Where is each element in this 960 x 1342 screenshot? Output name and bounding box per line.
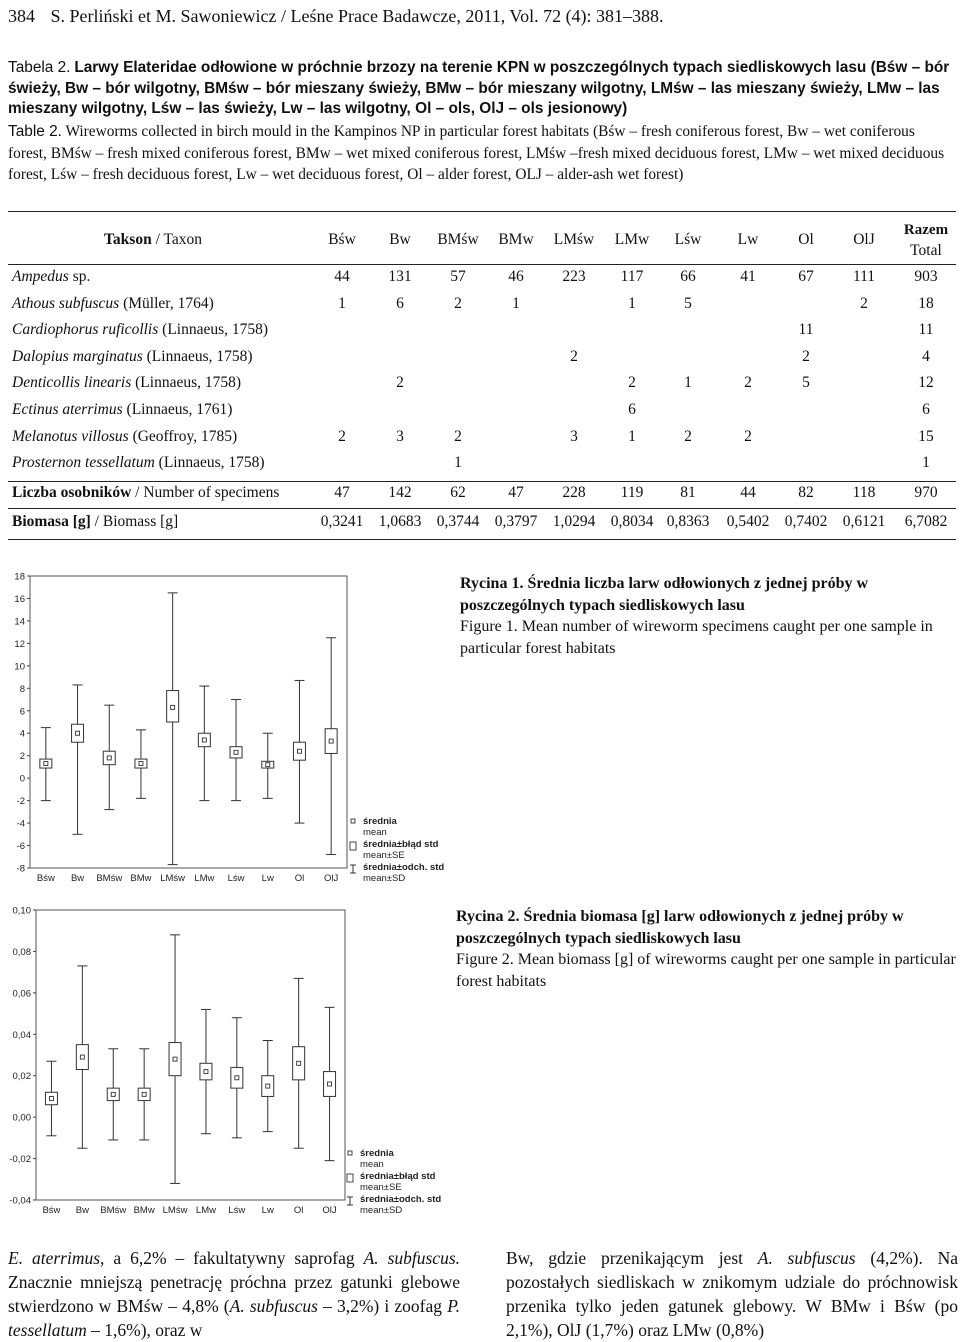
fig1-mean-marker — [234, 750, 238, 754]
fig1-legend-se-symbol — [350, 842, 356, 850]
fig1-y-tick-label: 14 — [14, 616, 25, 628]
fig1-x-tick-label: Lw — [261, 873, 274, 884]
table-caption-pl-label: Tabela 2. — [8, 59, 71, 76]
body-text-run: – 3,2%) i zoofag — [317, 1296, 448, 1316]
body-text-run: A. subfuscus. — [363, 1248, 461, 1268]
table-cell: 131 — [388, 268, 412, 285]
table-row — [8, 295, 956, 319]
fig2-mean-marker — [235, 1076, 239, 1080]
biomass-cell: 1,0294 — [552, 513, 596, 530]
fig1-mean-marker — [266, 763, 270, 767]
column-header-5: LMw — [614, 231, 650, 248]
specimens-row — [8, 484, 956, 508]
table-row — [8, 348, 956, 372]
table-caption-pl-text: Larwy Elateridae odłowione w próchnie brzozy na terenie KPN w poszczególnych typach siedliskowych lasu (Bśw – bór świeży, Bw – bór wilgotny, BMśw – bór mieszany świeży, BMw – bór mieszany wilgotny, LMśw – las mieszany świeży, LMw – las mieszany wilgotny, Lśw – las świeży, Lw – las wilgotny, Ol – ols, OlJ – ols jesionowy) — [8, 59, 950, 117]
fig1-y-tick-label: 18 — [14, 571, 25, 583]
table-cell: 1 — [628, 294, 636, 312]
fig2-legend-label-pl: średnia±odch. std — [360, 1194, 442, 1205]
fig1-mean-marker — [171, 705, 175, 709]
row-total: 6 — [922, 401, 930, 418]
biomass-total: 6,7082 — [904, 513, 948, 530]
table-row — [8, 428, 956, 452]
fig2-y-tick-label: 0,08 — [12, 946, 31, 958]
table-body-rule — [8, 481, 956, 482]
table-cell: 2 — [570, 347, 578, 365]
taxon-authority: (Müller, 1764) — [119, 294, 214, 312]
fig1-y-tick-label: -6 — [16, 841, 25, 853]
fig2-mean-marker — [266, 1084, 270, 1088]
specimens-cell: 82 — [798, 484, 814, 501]
table-cell: 5 — [802, 374, 810, 392]
specimens-cell: 228 — [562, 484, 586, 501]
biomass-cell: 0,6121 — [842, 513, 886, 530]
body-text-run: Znacznie mniejszą penetrację próchna przez gatunki glebowe stwierdzono w BMśw – 4,8% ( — [8, 1272, 460, 1316]
taxon-name — [12, 348, 253, 366]
fig1-x-tick-label: LMw — [194, 873, 215, 884]
specimens-cell: 118 — [852, 484, 876, 501]
fig2-x-tick-label: Lw — [261, 1205, 274, 1216]
table-cell: 1 — [684, 374, 692, 392]
fig1-x-tick-label: OlJ — [324, 873, 339, 884]
table-cell: 2 — [454, 294, 462, 312]
taxon-header-pl: Takson — [104, 231, 152, 248]
taxon-genus: Cardiophorus ruficollis — [12, 321, 159, 339]
fig1-y-tick-label: -8 — [16, 863, 25, 875]
table-header-rule — [8, 264, 956, 265]
fig2-y-tick-label: 0,04 — [12, 1029, 31, 1041]
table-cell: 2 — [744, 427, 752, 445]
fig1-x-tick-label: Bśw — [36, 873, 55, 884]
fig2-y-tick-label: -0,02 — [9, 1154, 31, 1166]
fig2-mean-marker — [297, 1061, 301, 1065]
table-row — [8, 321, 956, 345]
biomass-cell: 0,3744 — [436, 513, 480, 530]
table-row — [8, 374, 956, 398]
fig1-legend-mean-symbol — [351, 819, 355, 823]
body-text-run: (4,2%). Na pozostałych siedliskach w znikomym udziale do próchnowisk przenika tylko jeden gatunek glebowy. W BMw i Bśw (po 2,1%), OlJ (1,7%) oraz LMw (0,8%) — [506, 1248, 959, 1340]
total-header-en: Total — [910, 242, 942, 259]
figure-2-caption-en: Figure 2. Mean biomass [g] of wireworms caught per one sample in particular forest habitats — [456, 951, 956, 990]
fig1-legend-label-en: mean±SD — [363, 873, 406, 884]
fig2-x-tick-label: LMw — [195, 1205, 216, 1216]
fig2-mean-marker — [328, 1082, 332, 1086]
running-header — [8, 6, 664, 27]
biomass-cell: 0,5402 — [726, 513, 770, 530]
table-row — [8, 401, 956, 425]
biomass-cell: 0,8034 — [610, 513, 654, 530]
column-header-6: Lśw — [674, 231, 702, 248]
figure-2-boxplot — [0, 902, 460, 1224]
table-caption-pl — [8, 58, 954, 120]
figure-1-boxplot — [0, 566, 460, 892]
body-text-run: A. subfuscus — [757, 1248, 856, 1268]
fig1-mean-marker — [329, 739, 333, 743]
fig2-legend-label-en: mean — [360, 1159, 384, 1170]
specimens-label-pl: Liczba osobników — [12, 484, 132, 501]
specimens-cell: 119 — [620, 484, 644, 501]
fig1-mean-marker — [139, 762, 143, 766]
fig2-x-tick-label: Bśw — [42, 1205, 61, 1216]
fig1-x-tick-label: Lśw — [227, 873, 245, 884]
fig2-legend-label-pl: średnia — [360, 1148, 394, 1159]
column-header-0: Bśw — [328, 231, 356, 248]
fig2-y-tick-label: 0,00 — [12, 1112, 31, 1124]
taxon-genus: Prosternon tessellatum — [12, 454, 155, 472]
fig1-legend-label-pl: średnia±błąd std — [363, 839, 439, 850]
table-cell: 2 — [628, 374, 636, 392]
fig1-x-tick-label: BMw — [130, 873, 152, 884]
table-cell: 1 — [338, 294, 346, 312]
taxon-name — [12, 321, 268, 339]
table-cell: 2 — [684, 427, 692, 445]
table-cell: 3 — [396, 427, 404, 445]
table-cell: 1 — [628, 427, 636, 445]
taxon-genus: Dalopius marginatus — [12, 347, 143, 365]
page-number: 384 — [8, 6, 35, 26]
fig2-mean-marker — [80, 1055, 84, 1059]
table-row — [8, 268, 956, 292]
fig2-y-tick-label: 0,10 — [12, 905, 31, 917]
specimens-cell: 47 — [334, 484, 350, 501]
taxon-genus: Ampedus — [12, 268, 69, 285]
table-cell: 11 — [798, 321, 814, 339]
fig2-mean-marker — [142, 1092, 146, 1096]
table-bottom-rule — [8, 539, 956, 540]
row-total: 15 — [918, 427, 934, 445]
taxon-authority: (Geoffroy, 1785) — [128, 427, 238, 445]
biomass-row — [8, 513, 956, 537]
fig2-legend-label-pl: średnia±błąd std — [360, 1171, 436, 1182]
fig1-legend-label-en: mean±SE — [363, 850, 405, 861]
taxon-genus: Ectinus aterrimus — [12, 401, 123, 418]
taxon-name — [12, 401, 232, 419]
fig2-x-tick-label: OlJ — [322, 1205, 337, 1216]
table-cell: 41 — [740, 268, 756, 285]
row-total: 4 — [922, 347, 930, 365]
table-cell: 2 — [744, 374, 752, 392]
fig2-legend-mean-symbol — [348, 1151, 352, 1155]
row-total: 18 — [918, 294, 934, 312]
column-header-3: BMw — [498, 231, 534, 248]
fig2-legend-label-en: mean±SD — [360, 1205, 403, 1216]
fig1-mean-marker — [202, 738, 206, 742]
fig2-x-tick-label: Lśw — [228, 1205, 246, 1216]
fig1-y-tick-label: 2 — [19, 751, 25, 763]
table-cell: 46 — [508, 268, 524, 285]
table-cell: 2 — [396, 374, 404, 392]
fig1-y-tick-label: 6 — [19, 706, 25, 718]
table-caption-en-text: Wireworms collected in birch mould in the Kampinos NP in particular forest habitats (Bśw – fresh coniferous forest, Bw – wet coniferous forest, BMśw – fresh mixed coniferous forest, BMw – wet mixed coniferous forest, LMśw –fresh mixed deciduous forest, LMw – wet mixed deciduous forest, Lśw – fresh deciduous forest, Lw – wet deciduous forest, Ol – alder forest, OLJ – alder-ash wet forest) — [8, 123, 945, 183]
specimens-label-en: / Number of specimens — [131, 484, 280, 501]
table-cell: 67 — [798, 268, 814, 285]
biomass-label-en: / Biomass [g] — [90, 513, 179, 530]
row-total: 903 — [914, 268, 938, 285]
fig1-legend-label-en: mean — [363, 827, 387, 838]
taxon-authority: (Linnaeus, 1758) — [131, 374, 242, 392]
fig1-x-tick-label: Ol — [294, 873, 305, 884]
taxon-name — [12, 295, 214, 313]
biomass-label-pl: Biomasa [g] — [12, 513, 91, 530]
table-top-rule — [8, 211, 956, 212]
taxon-authority: sp. — [68, 268, 91, 285]
fig1-y-tick-label: 0 — [19, 773, 25, 785]
biomass-label — [12, 513, 178, 531]
fig1-mean-marker — [297, 749, 301, 753]
fig1-y-tick-label: -2 — [16, 796, 25, 808]
taxon-name — [12, 454, 265, 472]
fig2-legend-se-symbol — [347, 1174, 353, 1182]
fig1-mean-marker — [76, 731, 80, 735]
specimens-cell: 62 — [450, 484, 466, 501]
figure-1-caption-pl: Rycina 1. Średnia liczba larw odłowionych z jednej próby w poszczególnych typach siedliskowych lasu — [460, 575, 869, 614]
fig1-legend-label-pl: średnia±odch. std — [363, 862, 445, 873]
body-text-run: a 6,2% – fakultatywny saprofag — [104, 1248, 364, 1268]
taxon-header-en: / Taxon — [151, 231, 202, 248]
figure-1-caption — [460, 573, 954, 659]
fig1-x-tick-label: LMśw — [160, 873, 186, 884]
column-header-9: OlJ — [853, 231, 875, 248]
specimens-label — [12, 484, 279, 502]
table-cell: 2 — [860, 294, 868, 312]
fig2-y-tick-label: -0,04 — [9, 1195, 31, 1207]
row-total: 11 — [918, 321, 934, 339]
fig2-mean-marker — [204, 1070, 208, 1074]
table-cell: 223 — [562, 268, 586, 285]
fig2-mean-marker — [49, 1097, 53, 1101]
specimens-cell: 142 — [388, 484, 412, 501]
table-cell: 57 — [450, 268, 466, 285]
taxon-authority: (Linnaeus, 1758) — [142, 347, 253, 365]
body-text-run: P. tessellatum — [8, 1296, 460, 1340]
fig1-mean-marker — [44, 762, 48, 766]
table-cell: 66 — [680, 268, 696, 285]
fig1-y-tick-label: 8 — [19, 683, 25, 695]
fig1-x-tick-label: BMśw — [96, 873, 123, 884]
fig2-x-tick-label: LMśw — [162, 1205, 188, 1216]
table-cell: 111 — [852, 268, 876, 285]
specimens-total: 970 — [914, 484, 938, 501]
fig2-mean-marker — [111, 1092, 115, 1096]
fig2-x-tick-label: Bw — [75, 1205, 89, 1216]
body-text-run: – 1,6%), oraz w — [86, 1320, 203, 1340]
body-text-run: A. subfuscus — [229, 1296, 318, 1316]
table-cell: 1 — [454, 454, 462, 472]
fig2-legend-label-en: mean±SE — [360, 1182, 402, 1193]
taxon-header — [104, 231, 202, 249]
fig2-mean-marker — [173, 1057, 177, 1061]
table-row — [8, 454, 956, 478]
taxon-genus: Athous subfuscus — [12, 294, 120, 312]
row-total: 1 — [922, 454, 930, 472]
fig1-y-tick-label: 12 — [14, 638, 25, 650]
taxon-name — [12, 268, 90, 286]
fig1-y-tick-label: -4 — [16, 818, 25, 830]
taxon-authority: (Linnaeus, 1761) — [122, 401, 233, 418]
fig2-x-tick-label: BMśw — [100, 1205, 127, 1216]
table-cell: 3 — [570, 427, 578, 445]
total-header-pl: Razem — [903, 222, 949, 238]
fig1-y-tick-label: 4 — [19, 728, 25, 740]
taxon-name — [12, 374, 241, 392]
body-text-run: E. aterrimus, — [8, 1248, 105, 1268]
table-caption-en — [8, 121, 954, 186]
table-cell: 44 — [334, 268, 350, 285]
taxon-authority: (Linnaeus, 1758) — [158, 321, 269, 339]
biomass-cell: 0,8363 — [666, 513, 710, 530]
fig2-x-tick-label: Ol — [293, 1205, 304, 1216]
column-header-7: Lw — [737, 231, 759, 248]
body-text-run: Bw, gdzie przenikającym jest — [506, 1248, 758, 1268]
figure-2-caption-pl: Rycina 2. Średnia biomasa [g] larw odłowionych z jednej próby w poszczególnych typach siedliskowych lasu — [456, 908, 904, 947]
fig1-legend-label-pl: średnia — [363, 816, 397, 827]
table-header-row — [8, 222, 956, 259]
body-text-right — [506, 1246, 958, 1342]
figure-2-caption — [456, 906, 956, 992]
row-total: 12 — [918, 374, 934, 392]
table-cell: 5 — [684, 294, 692, 312]
table-caption-en-label: Table 2. — [8, 123, 62, 140]
fig2-y-tick-label: 0,06 — [12, 988, 31, 1000]
table-cell: 6 — [628, 401, 636, 418]
fig1-mean-marker — [107, 756, 111, 760]
taxon-genus: Denticollis linearis — [12, 374, 132, 392]
taxon-name — [12, 428, 237, 446]
table-cell: 2 — [338, 427, 346, 445]
column-header-1: Bw — [389, 231, 411, 248]
biomass-cell: 0,7402 — [784, 513, 828, 530]
table-cell: 1 — [512, 294, 520, 312]
fig1-x-tick-label: Bw — [70, 873, 85, 884]
specimens-cell: 44 — [740, 484, 756, 501]
body-text-left — [8, 1246, 460, 1342]
column-header-4: LMśw — [553, 231, 595, 248]
biomass-cell: 0,3241 — [320, 513, 364, 530]
running-title: S. Perliński et M. Sawoniewicz / Leśne Prace Badawcze, 2011, Vol. 72 (4): 381–388. — [50, 6, 664, 26]
column-header-2: BMśw — [437, 231, 479, 248]
fig2-x-tick-label: BMw — [133, 1205, 155, 1216]
table-specimens-rule — [8, 508, 956, 509]
fig1-y-tick-label: 16 — [14, 593, 25, 605]
figure-1-caption-en: Figure 1. Mean number of wireworm specimens caught per one sample in particular forest habitats — [460, 618, 933, 657]
taxon-genus: Melanotus villosus — [12, 427, 129, 445]
table-cell: 117 — [620, 268, 644, 285]
specimens-cell: 81 — [680, 484, 696, 501]
specimens-cell: 47 — [508, 484, 524, 501]
taxon-authority: (Linnaeus, 1758) — [154, 454, 265, 472]
column-header-8: Ol — [798, 231, 814, 248]
table-cell: 2 — [454, 427, 462, 445]
fig2-y-tick-label: 0,02 — [12, 1071, 31, 1083]
biomass-cell: 0,3797 — [494, 513, 538, 530]
biomass-cell: 1,0683 — [378, 513, 422, 530]
table-cell: 2 — [802, 347, 810, 365]
fig1-y-tick-label: 10 — [14, 661, 25, 673]
table-cell: 6 — [396, 294, 404, 312]
